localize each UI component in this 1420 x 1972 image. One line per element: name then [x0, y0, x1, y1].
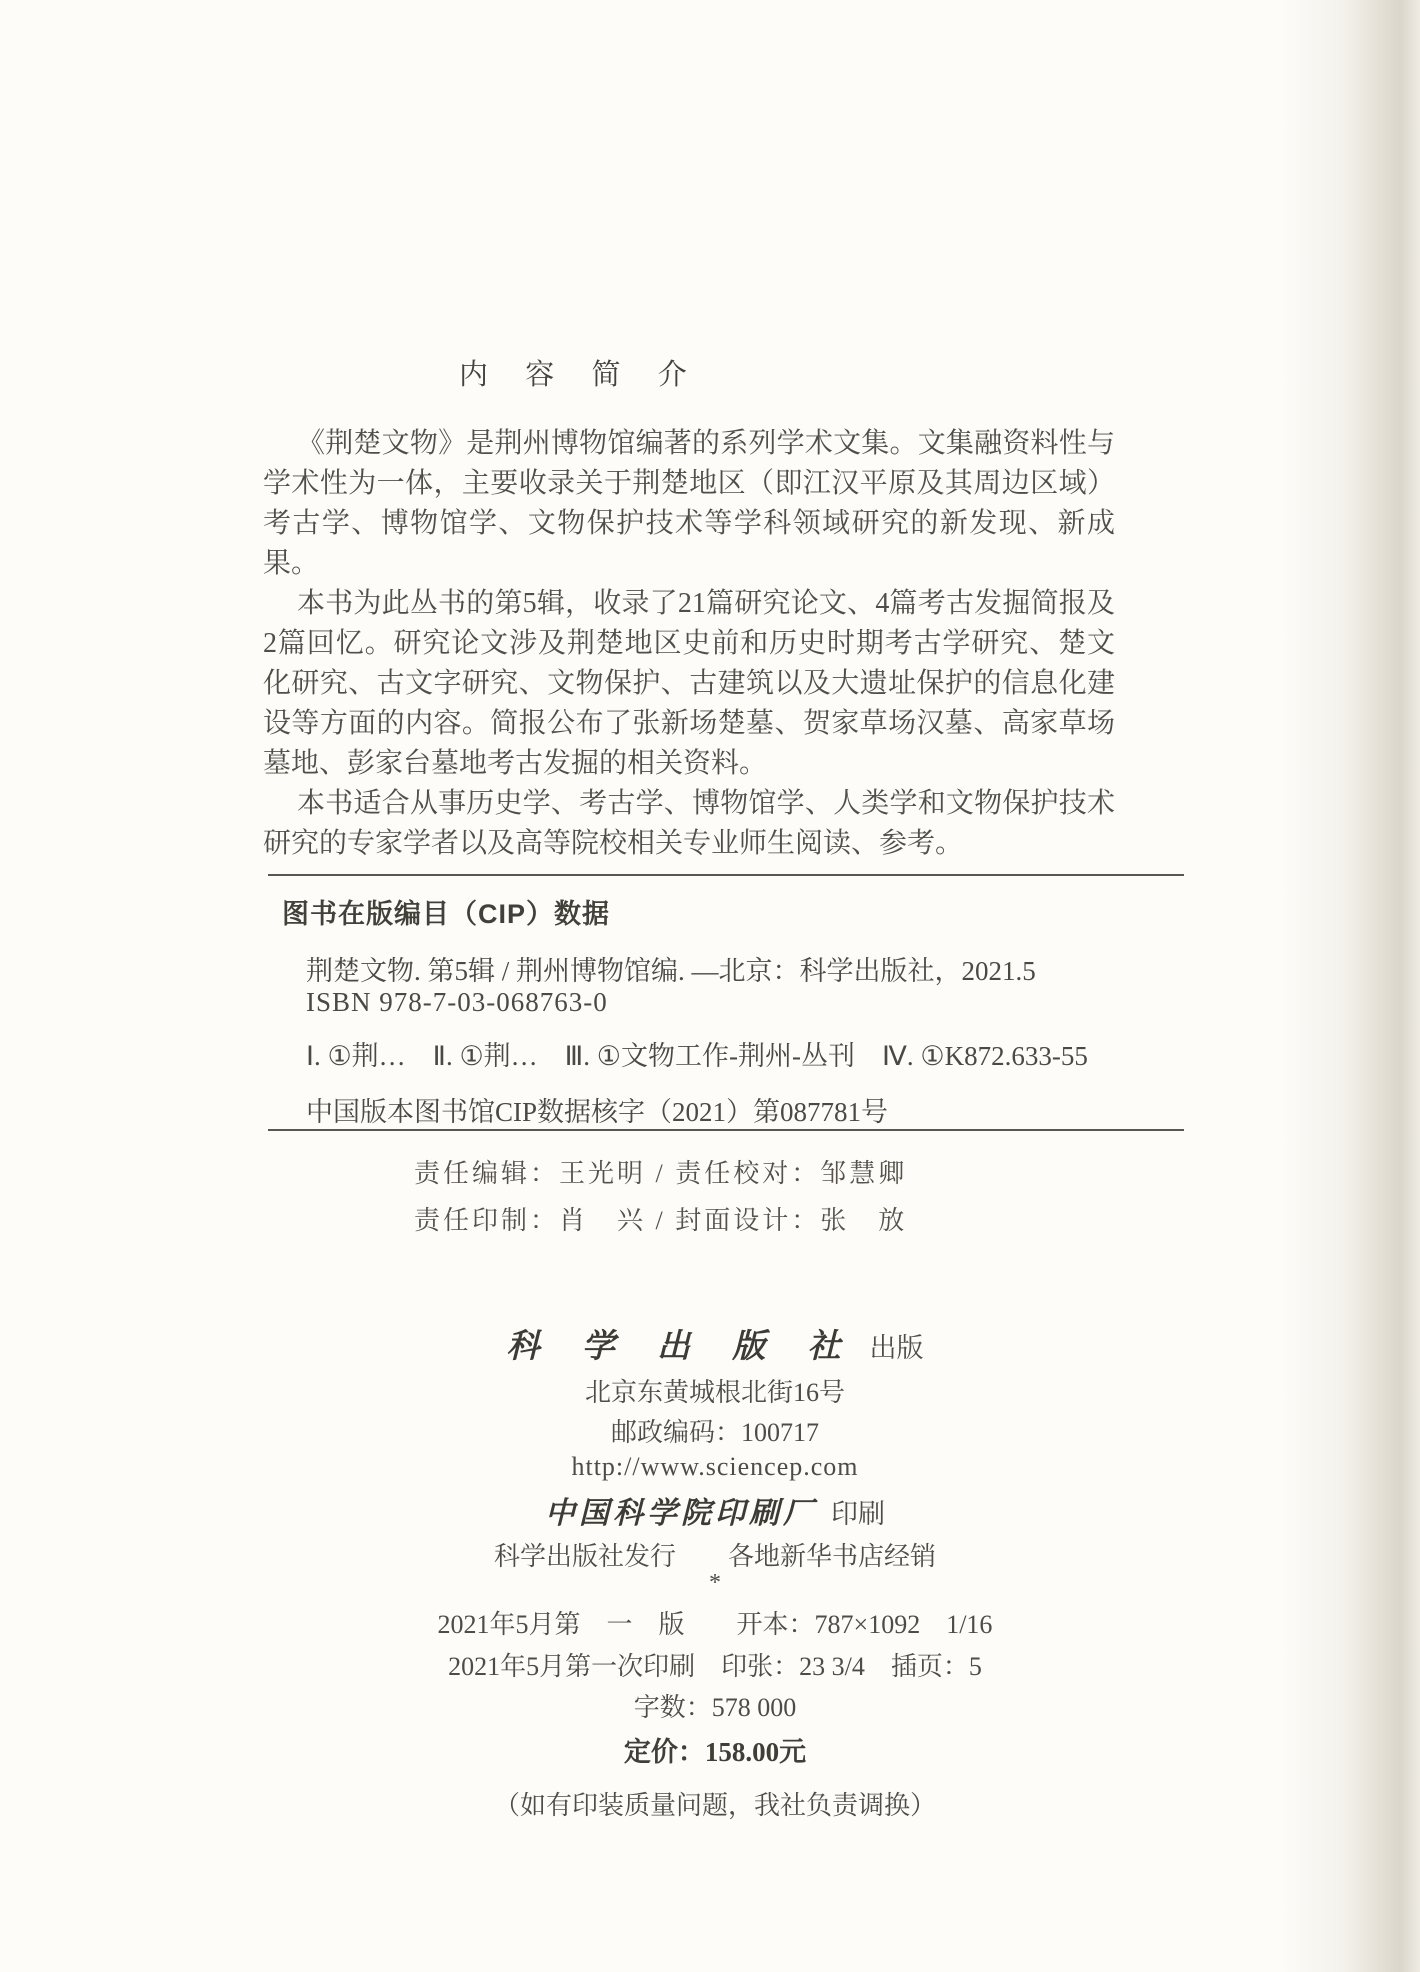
cip-entry-line: 荆楚文物. 第5辑 / 荆州博物馆编. —北京：科学出版社，2021.5 — [306, 956, 1036, 986]
publisher-role-label: 出版 — [869, 1333, 924, 1363]
price-line: 定价：158.00元 — [623, 1737, 807, 1767]
intro-paragraph: 《荆楚文物》是荆州博物馆编著的系列学术文集。文集融资料性与学术性为一体，主要收录关于荆楚地区（即江汉平原及其周边区域）考古学、博物馆学、文物保护技术等学科领域研究的新发现、新成果。 — [263, 428, 1115, 579]
distribution-line: 科学出版社发行 各地新华书店经销 — [493, 1542, 936, 1571]
page-gutter-shadow — [1280, 0, 1420, 1972]
cip-bottom-rule — [268, 1129, 1184, 1131]
content-summary-title: 内 容 简 介 — [459, 359, 702, 391]
cip-classification-line: Ⅰ. ①荆… Ⅱ. ①荆… Ⅲ. ①文物工作-荆州-丛刊 Ⅳ. ①K872.633-55 — [306, 1041, 1088, 1071]
cip-isbn-line: ISBN 978-7-03-068763-0 — [306, 987, 608, 1017]
publisher-name-calligraphy: 科 学 出 版 社 — [506, 1329, 858, 1365]
cip-record-number-line: 中国版本图书馆CIP数据核字（2021）第087781号 — [306, 1097, 889, 1127]
printer-name-calligraphy: 中国科学院印刷厂 — [545, 1497, 817, 1530]
wordcount-line: 字数：578 000 — [633, 1693, 797, 1722]
staff-editors-line: 责任编辑：王光明 / 责任校对：邹慧卿 — [414, 1159, 908, 1188]
staff-printing-design-line: 责任印制：肖 兴 / 封面设计：张 放 — [414, 1206, 908, 1235]
publisher-address-line: 北京东黄城根北街16号 — [584, 1378, 845, 1407]
quality-note-line: （如有印装质量问题，我社负责调换） — [493, 1791, 936, 1820]
printing-sheets-line: 2021年5月第一次印刷 印张：23 3/4 插页：5 — [448, 1652, 982, 1681]
intro-paragraph: 本书适合从事历史学、考古学、博物馆学、人类学和文物保护技术研究的专家学者以及高等院校相关专业师生阅读、参考。 — [263, 788, 1115, 859]
website-line: http://www.sciencep.com — [571, 1452, 859, 1481]
printer-role-label: 印刷 — [831, 1499, 885, 1529]
cip-heading: 图书在版编目（CIP）数据 — [282, 899, 611, 929]
star-divider: * — [709, 1570, 721, 1596]
edition-format-line: 2021年5月第 一 版 开本：787×1092 1/16 — [437, 1610, 993, 1639]
publisher-line — [248, 1320, 1182, 1367]
cip-top-rule — [268, 874, 1184, 876]
postcode-line: 邮政编码：100717 — [610, 1418, 819, 1447]
content-summary-body — [263, 424, 1115, 864]
intro-paragraph: 本书为此丛书的第5辑，收录了21篇研究论文、4篇考古发掘简报及2篇回忆。研究论文涉及荆楚地区史前和历史时期考古学研究、楚文化研究、古文字研究、文物保护、古建筑以及大遗址保护的信息化建设等方面的内容。简报公布了张新场楚墓、贺家草场汉墓、高家草场墓地、彭家台墓地考古发掘的相关资料。 — [263, 588, 1115, 779]
printer-line — [248, 1488, 1182, 1532]
